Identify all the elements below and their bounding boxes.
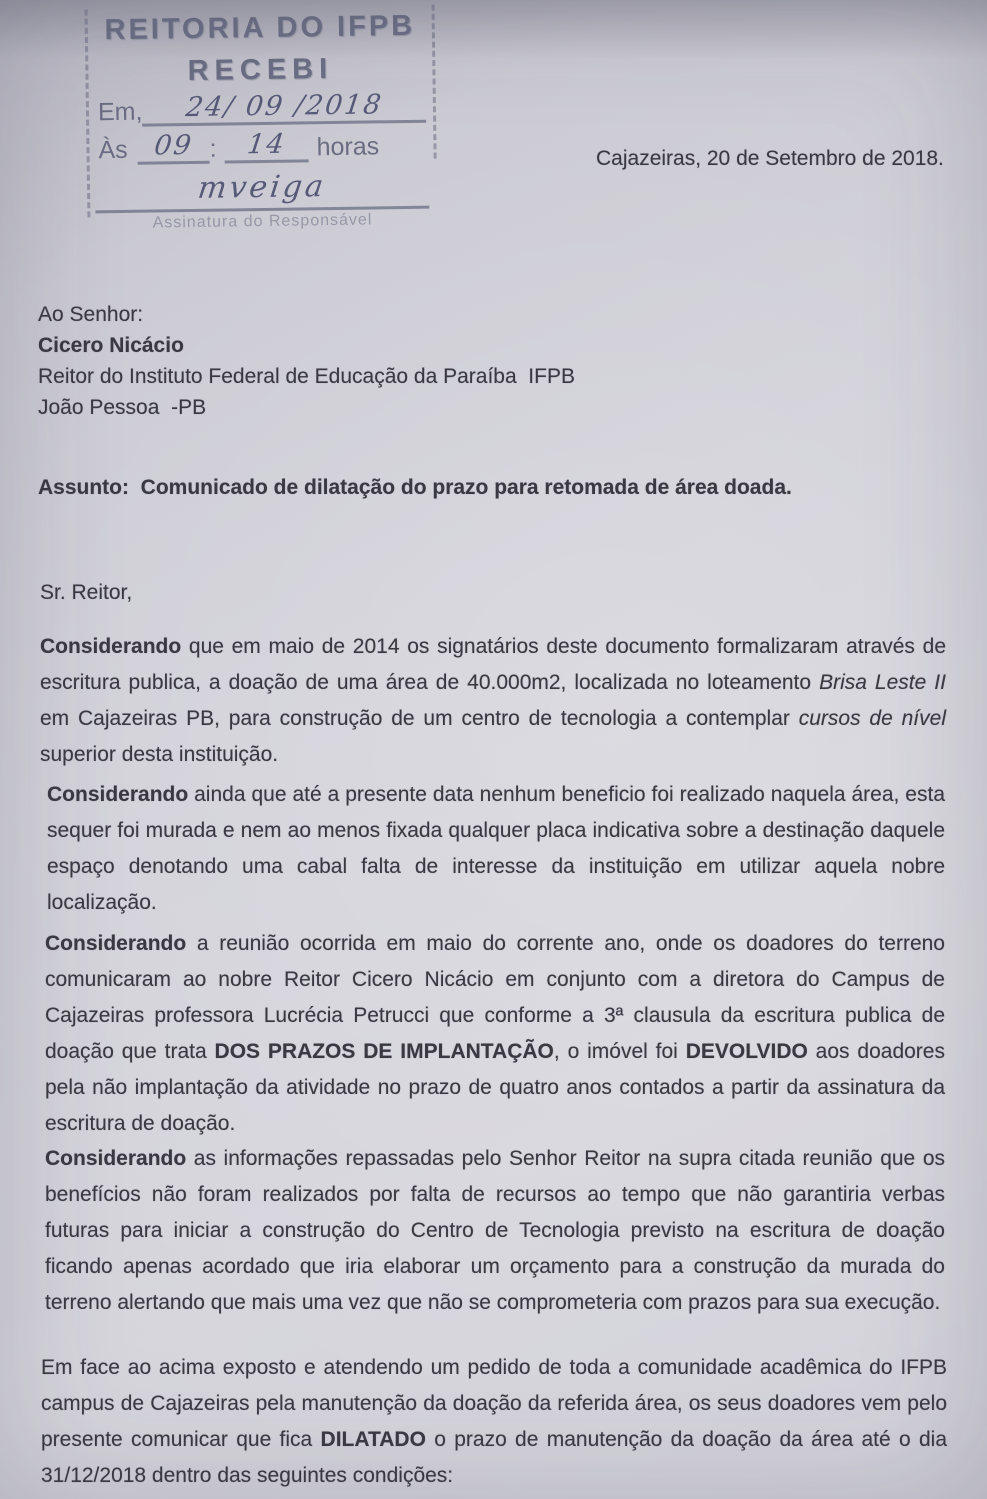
stamp-signature-caption: Assinatura do Responsável (152, 211, 373, 232)
stamp-received-label: RECEBI (187, 52, 334, 88)
stamp-date-row (84, 89, 438, 128)
stamp-date-field (142, 89, 426, 127)
received-stamp (83, 3, 440, 232)
stamp-date-label: Em, (97, 97, 143, 127)
stamp-signature-line (95, 171, 429, 214)
stamp-minutes-handwritten: 14 (245, 128, 288, 161)
stamp-date-handwritten: 24/ 09 /2018 (183, 89, 385, 124)
paragraph-considerando-4: Considerando as informações repassadas pelo Senhor Reitor na supra citada reunião que os benefícios não foram realizados por falta de recursos ao tempo que não garantiria verbas futuras para iniciar a construção do Centro de Tecnologia previsto na escritura de doação ficando apenas acordado que iria elaborar um orçamento para a construção da murada do terreno alertando que mais uma vez que não se comprometeria com prazos para sua execução. (45, 1147, 945, 1314)
recipient-title: Reitor do Instituto Federal de Educação da Paraíba IFPB (38, 365, 575, 388)
paragraph-considerando-3: Considerando a reunião ocorrida em maio do corrente ano, onde os doadores do terreno comunicaram ao nobre Reitor Cicero Nicácio em conjunto com a diretora do Campus de Cajazeiras professora Lucrécia Petrucci que conforme a 3ª clausula da escritura publica de doação que trata DOS PRAZOS DE IMPLANTAÇÃO, o imóvel foi DEVOLVIDO aos doadores pela não implantação da atividade no prazo de quatro anos contados a partir da assinatura da escritura de doação. (45, 932, 945, 1135)
stamp-time-suffix: horas (316, 132, 380, 162)
letter-salutation: Sr. Reitor, (40, 581, 133, 604)
recipient-city: João Pessoa -PB (38, 396, 207, 419)
paragraph-considerando-2: Considerando ainda que até a presente data nenhum beneficio foi realizado naquela área, esta sequer foi murada e nem ao menos fixada qualquer placa indicativa sobre a destinação daquele espaço denotando uma cabal falta de interesse da instituição em utilizar aquela nobre localização. (47, 783, 945, 914)
paragraph-considerando-1: Considerando que em maio de 2014 os signatários deste documento formalizaram através de escritura publica, a doação de uma área de 40.000m2, localizada no loteamento Brisa Leste II em Cajazeiras PB, para construção de um centro de tecnologia a contemplar cursos de nível superior desta instituição. (40, 635, 946, 766)
recipient-block (38, 299, 575, 423)
paragraph-conclusion: Em face ao acima exposto e atendendo um pedido de toda a comunidade acadêmica do IFPB campus de Cajazeiras pela manutenção da doação da referida área, os seus doadores vem pelo presente comunicar que fica DILATADO o prazo de manutenção da doação da área até o dia 31/12/2018 dentro das seguintes condições: (41, 1356, 947, 1487)
letter-dateline: Cajazeiras, 20 de Setembro de 2018. (596, 147, 944, 170)
stamp-hour-handwritten: 09 (152, 129, 195, 162)
stamp-hour-field (137, 130, 209, 165)
stamp-time-label: Às (98, 135, 128, 165)
stamp-time-row (84, 127, 438, 166)
stamp-minutes-field (224, 128, 308, 163)
stamp-time-separator: : (209, 134, 217, 163)
subject-line: Assunto: Comunicado de dilatação do prazo para retomada de área doada. (38, 476, 792, 499)
recipient-salutation-line: Ao Senhor: (38, 303, 144, 326)
stamp-org-name: REITORIA DO IFPB (104, 9, 416, 47)
recipient-name: Cicero Nicácio (38, 334, 184, 357)
stamp-signature-handwritten: mveiga (195, 169, 329, 206)
